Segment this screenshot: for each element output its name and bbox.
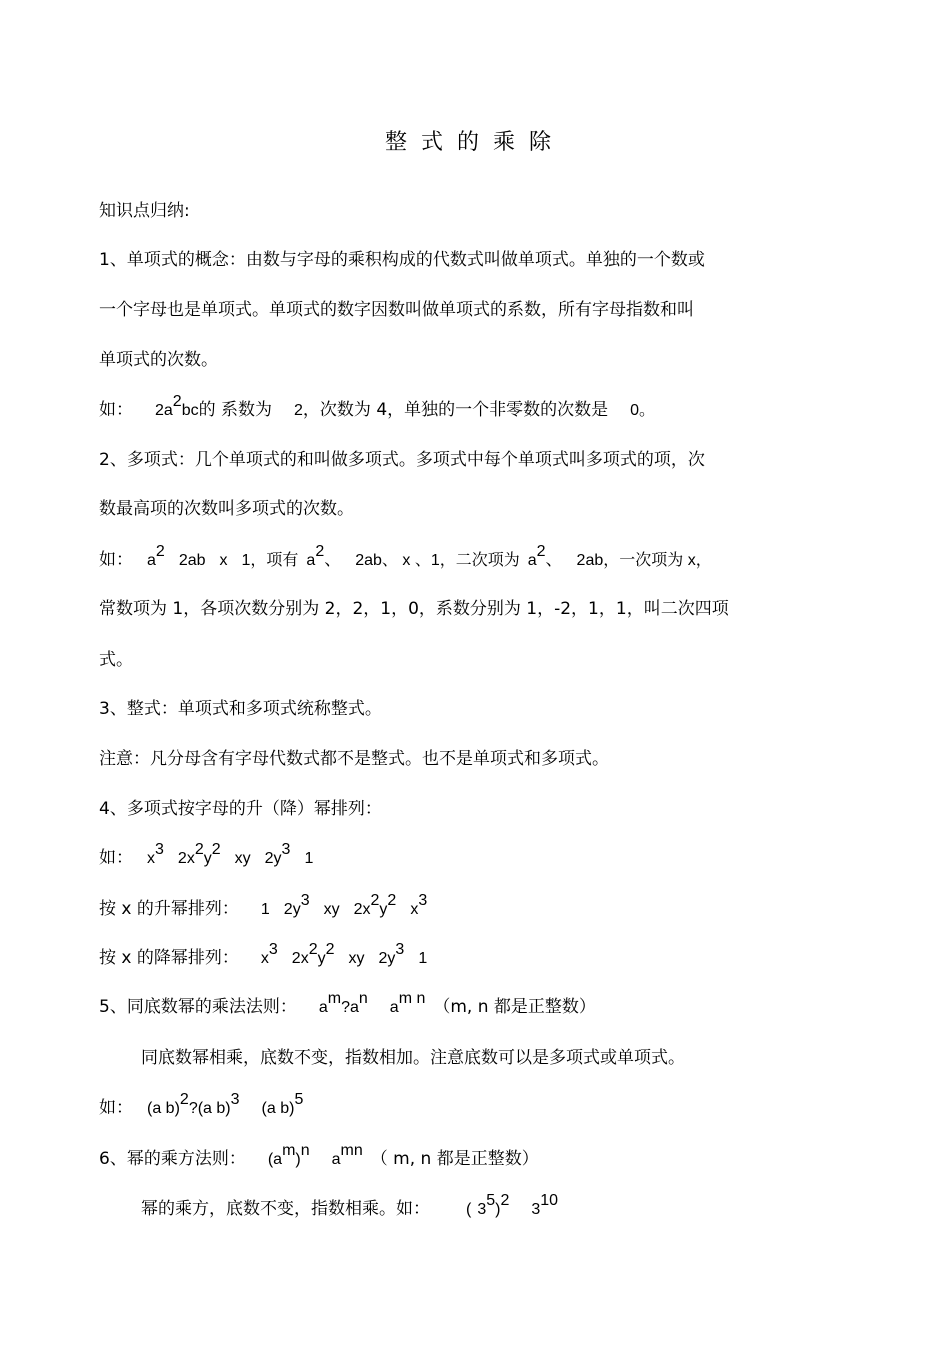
rule-explanation: 幂的乘方，底数不变，指数相乘。如： ( $3^5)^23^{10}$ — [141, 1192, 559, 1219]
paragraph-line: 数最高项的次数叫多项式的次数。 — [99, 499, 354, 519]
paragraph-line: 2、多项式：几个单项式的和叫做多项式。多项式中每个单项式叫多项式的项，次 — [99, 450, 705, 470]
section-heading: 知识点归纳: — [99, 201, 190, 221]
example-line: 如： (a b)$^2$?(a b)$^3$(a b)$^5$ — [99, 1091, 304, 1118]
example-line: 如： $a^22ab$ x 1，项有 $a^2$、 2ab、 x 、1，二次项为 $a^2$、 2ab，一次项为 x， — [99, 543, 712, 570]
paragraph-line: 4、多项式按字母的升（降）幂排列： — [99, 799, 382, 819]
paragraph-line: 单项式的次数。 — [99, 350, 218, 370]
descending-order-line: 按 x 的降幂排列： $x^32x^2y^2xy$ $2y^31$ — [99, 941, 428, 968]
paragraph-line: 常数项为 1，各项次数分别为 2，2，1，0，系数分别为 1，-2，1，1，叫二次四项 — [99, 599, 729, 619]
rule-line: 5、同底数幂的乘法法则： $a^m?a^na^{m n}$ （m, n 都是正整数） — [99, 990, 596, 1017]
ascending-order-line: 按 x 的升幂排列： 1 $2y^3xy$ $2x^2y^2x^3$ — [99, 892, 428, 919]
paragraph-line: 3、整式：单项式和多项式统称整式。 — [99, 699, 382, 719]
rule-explanation: 同底数幂相乘，底数不变，指数相加。注意底数可以是多项式或单项式。 — [141, 1048, 685, 1068]
note-line: 注意：凡分母含有字母代数式都不是整式。也不是单项式和多项式。 — [99, 749, 609, 769]
rule-line: 6、幂的乘方法则： $(a^m)^na^{mn}$ （ m, n 都是正整数） — [99, 1142, 539, 1169]
paragraph-line: 一个字母也是单项式。单项式的数字因数叫做单项式的系数，所有字母指数和叫 — [99, 300, 694, 320]
example-line: 如： $2a^2bc$的 系数为 2，次数为 4，单独的一个非零数的次数是 0。 — [99, 393, 656, 420]
paragraph-line: 式。 — [99, 650, 133, 670]
paragraph-line: 1、单项式的概念：由数与字母的乘积构成的代数式叫做单项式。单独的一个数或 — [99, 250, 705, 270]
page-title: 整式的乘除 — [384, 130, 565, 155]
polynomial-example: 如： $x^32x^2y^2xy$ $2y^31$ — [99, 841, 314, 868]
